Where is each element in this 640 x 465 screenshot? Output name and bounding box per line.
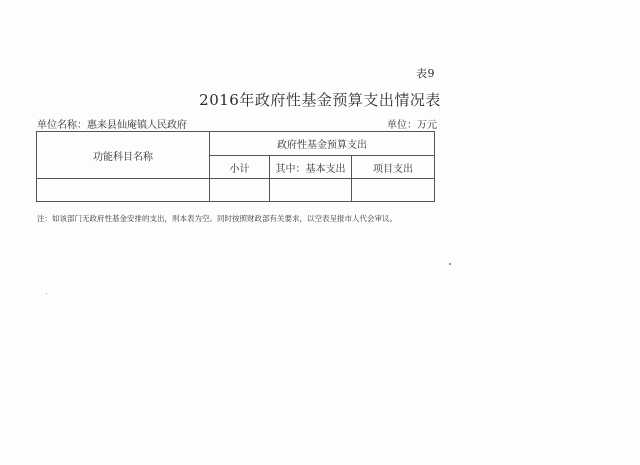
currency-unit: 单位：万元 [387, 120, 437, 131]
header-project: 项目支出 [352, 156, 435, 179]
sheet-number: 表9 [416, 67, 435, 80]
scan-speck [46, 293, 47, 294]
budget-table [36, 131, 435, 202]
table-cell [210, 179, 270, 202]
header-subtotal: 小计 [210, 156, 270, 179]
header-subject: 功能科目名称 [37, 132, 210, 179]
unit-name: 单位名称：惠来县仙庵镇人民政府 [37, 120, 187, 131]
table-cell [37, 179, 210, 202]
header-basic: 其中：基本支出 [270, 156, 352, 179]
header-group: 政府性基金预算支出 [210, 132, 435, 156]
document-title: 2016年政府性基金预算支出情况表 [199, 91, 441, 109]
footnote: 注：如该部门无政府性基金安排的支出，则本表为空。同时按照财政部有关要求，以空表呈报市人代会审议。 [37, 214, 397, 223]
scan-speck [449, 263, 451, 265]
table-cell [352, 179, 435, 202]
table-row [37, 179, 435, 202]
table-cell [270, 179, 352, 202]
